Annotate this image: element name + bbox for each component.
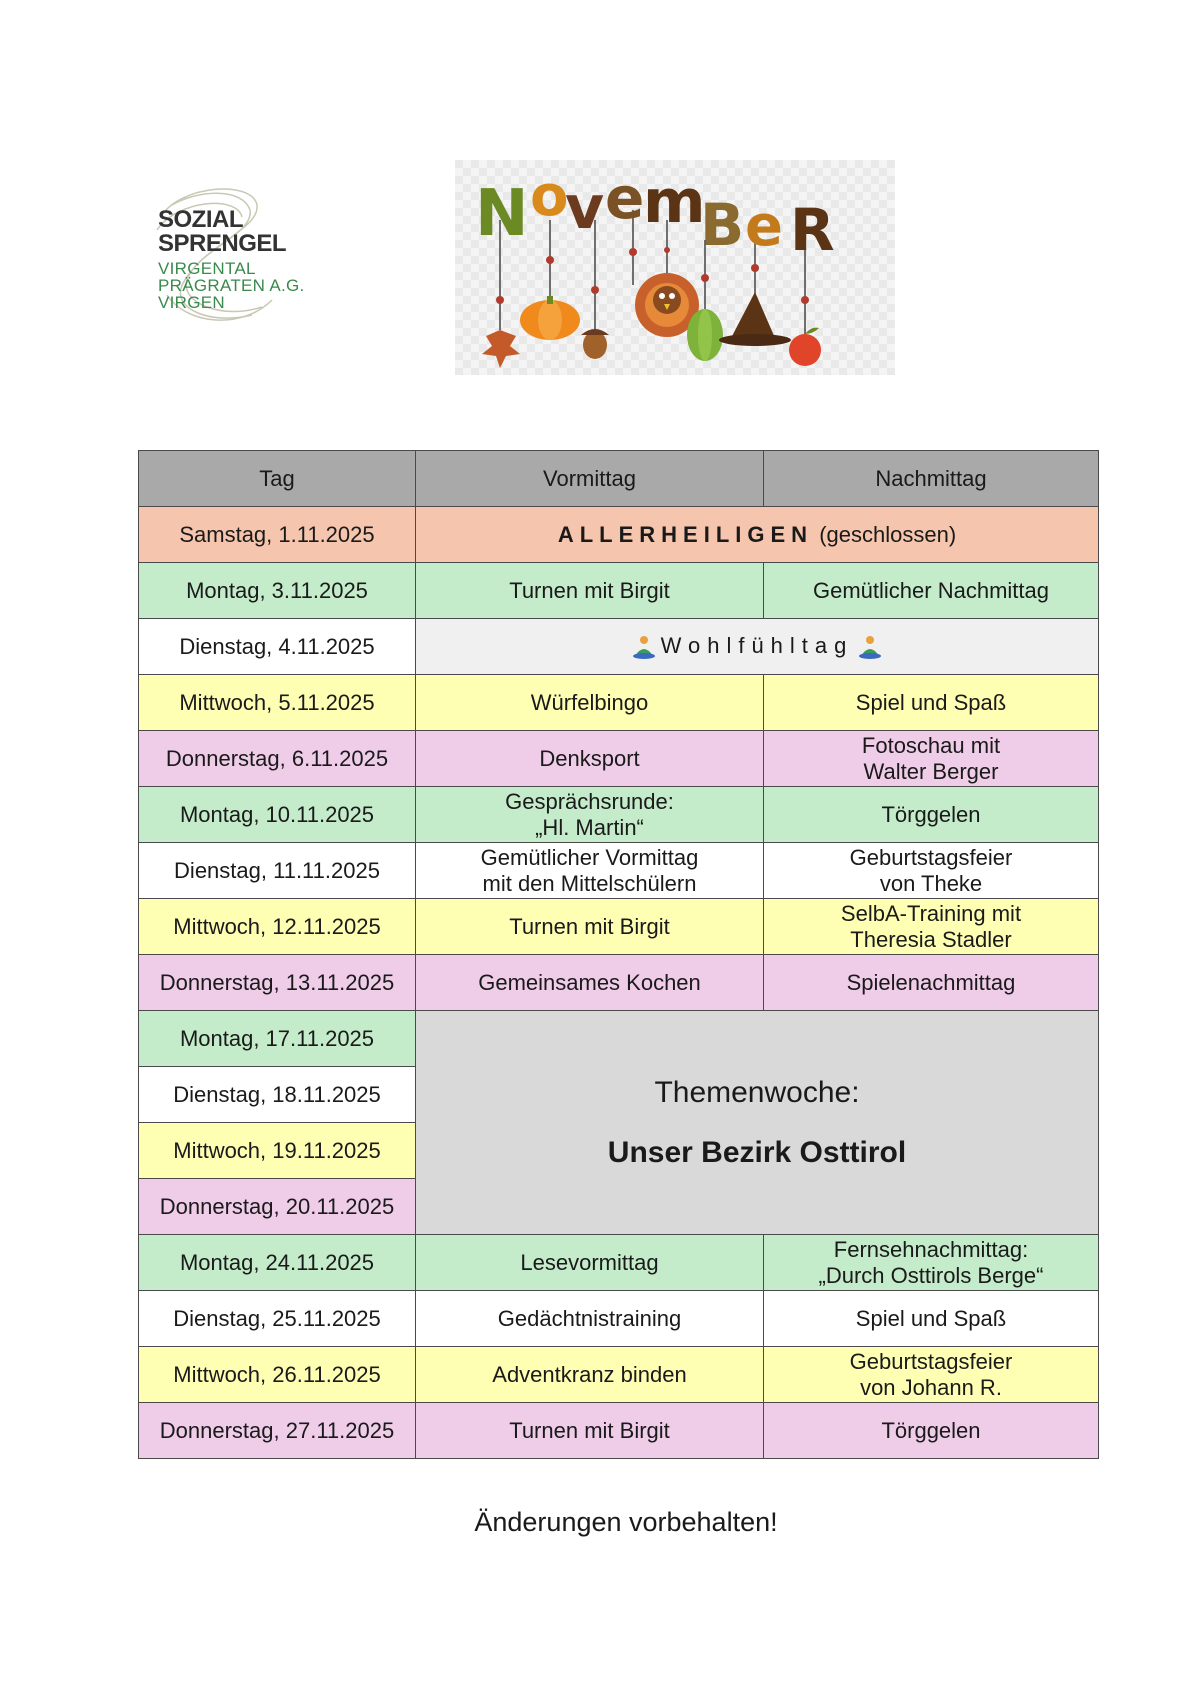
am-cell: Gedächtnistraining [416, 1291, 764, 1347]
pm-line-1: Fernsehnachmittag: [833, 1236, 1029, 1262]
am-line-1: Gesprächsrunde: [505, 788, 674, 814]
day-cell: Montag, 24.11.2025 [139, 1235, 416, 1291]
day-cell: Montag, 10.11.2025 [139, 787, 416, 843]
table-row [139, 507, 1099, 563]
footer-note: Änderungen vorbehalten! [474, 1507, 778, 1537]
table-row [139, 1347, 1099, 1403]
day-cell: Donnerstag, 6.11.2025 [139, 731, 416, 787]
am-line-1: Gemütlicher Vormittag [480, 844, 699, 870]
theme-week-subtitle: Unser Bezirk Osttirol [607, 1135, 907, 1169]
pm-line-2: von Johann R. [860, 1374, 1002, 1400]
theme-week-cell [416, 1011, 1099, 1235]
pm-cell: Törggelen [764, 787, 1099, 843]
am-line-2: mit den Mittelschülern [482, 870, 697, 896]
pm-line-2: „Durch Osttirols Berge“ [818, 1262, 1044, 1288]
svg-text:v: v [565, 173, 605, 243]
schedule-table [138, 450, 1099, 1459]
meditation-icon [857, 634, 883, 660]
header-vormittag: Vormittag [416, 451, 764, 507]
pm-cell [764, 731, 1099, 787]
header-row [139, 451, 1099, 507]
pm-line-1: Geburtstagsfeier [849, 844, 1013, 870]
day-cell: Montag, 3.11.2025 [139, 563, 416, 619]
am-cell: Würfelbingo [416, 675, 764, 731]
day-cell: Mittwoch, 12.11.2025 [139, 899, 416, 955]
am-cell: Turnen mit Birgit [416, 1403, 764, 1459]
logo-sub-1: VIRGENTAL [158, 259, 256, 278]
pm-cell: Gemütlicher Nachmittag [764, 563, 1099, 619]
sozialsprengel-logo [150, 170, 320, 330]
pm-cell: Törggelen [764, 1403, 1099, 1459]
logo-sub-2: PRÄGRATEN A.G. [158, 276, 305, 295]
svg-text:e: e [745, 194, 783, 259]
svg-text:o: o [530, 164, 569, 229]
day-cell: Dienstag, 11.11.2025 [139, 843, 416, 899]
theme-week-title: Themenwoche: [654, 1075, 860, 1109]
day-cell: Dienstag, 18.11.2025 [139, 1067, 416, 1123]
pm-cell [764, 1235, 1099, 1291]
svg-text:m: m [643, 167, 706, 237]
day-cell: Montag, 17.11.2025 [139, 1011, 416, 1067]
holiday-title: ALLERHEILIGEN [557, 521, 814, 547]
table-row [139, 1291, 1099, 1347]
pm-line-1: SelbA-Training mit [840, 900, 1022, 926]
november-banner [455, 160, 895, 375]
logo-line-2: SPRENGEL [158, 230, 287, 257]
day-cell: Mittwoch, 19.11.2025 [139, 1123, 416, 1179]
day-cell: Samstag, 1.11.2025 [139, 507, 416, 563]
am-cell: Adventkranz binden [416, 1347, 764, 1403]
pm-cell: Spielenachmittag [764, 955, 1099, 1011]
pm-cell: Spiel und Spaß [764, 1291, 1099, 1347]
day-cell: Donnerstag, 27.11.2025 [139, 1403, 416, 1459]
table-row [139, 619, 1099, 675]
am-cell: Turnen mit Birgit [416, 899, 764, 955]
am-line-2: „Hl. Martin“ [535, 814, 644, 840]
am-cell: Turnen mit Birgit [416, 563, 764, 619]
am-cell [416, 843, 764, 899]
pm-cell [764, 1347, 1099, 1403]
day-cell: Mittwoch, 5.11.2025 [139, 675, 416, 731]
logo-sub-3: VIRGEN [158, 293, 225, 312]
table-row [139, 675, 1099, 731]
svg-text:e: e [605, 164, 645, 232]
pm-line-1: Fotoschau mit [861, 732, 1001, 758]
table-row [139, 731, 1099, 787]
header-nachmittag: Nachmittag [764, 451, 1099, 507]
day-cell: Donnerstag, 20.11.2025 [139, 1179, 416, 1235]
table-row [139, 955, 1099, 1011]
table-row [139, 843, 1099, 899]
pm-line-2: Theresia Stadler [850, 926, 1012, 952]
table-row [139, 1403, 1099, 1459]
am-cell: Gemeinsames Kochen [416, 955, 764, 1011]
merged-cell [416, 507, 1099, 563]
header-tag: Tag [139, 451, 416, 507]
svg-text:R: R [790, 196, 835, 264]
merged-cell [416, 619, 1099, 675]
wellness-day-label: Wohlfühltag [660, 632, 854, 658]
pm-cell [764, 899, 1099, 955]
holiday-note: (geschlossen) [819, 521, 957, 547]
pm-line-2: Walter Berger [863, 758, 999, 784]
svg-text:N: N [475, 177, 529, 251]
pm-line-2: von Theke [879, 870, 983, 896]
svg-text:B: B [700, 191, 745, 259]
pm-line-1: Geburtstagsfeier [849, 1348, 1013, 1374]
table-row [139, 1235, 1099, 1291]
day-cell: Mittwoch, 26.11.2025 [139, 1347, 416, 1403]
am-cell [416, 787, 764, 843]
day-cell: Dienstag, 25.11.2025 [139, 1291, 416, 1347]
am-cell: Denksport [416, 731, 764, 787]
day-cell: Dienstag, 4.11.2025 [139, 619, 416, 675]
table-row [139, 787, 1099, 843]
pm-cell: Spiel und Spaß [764, 675, 1099, 731]
pm-cell [764, 843, 1099, 899]
logo-line-1: SOZIAL [158, 206, 243, 233]
table-row [139, 1011, 1099, 1067]
day-cell: Donnerstag, 13.11.2025 [139, 955, 416, 1011]
november-illustration-icon [455, 160, 895, 375]
am-cell: Lesevormittag [416, 1235, 764, 1291]
meditation-icon [631, 634, 657, 660]
table-row [139, 899, 1099, 955]
table-row [139, 563, 1099, 619]
